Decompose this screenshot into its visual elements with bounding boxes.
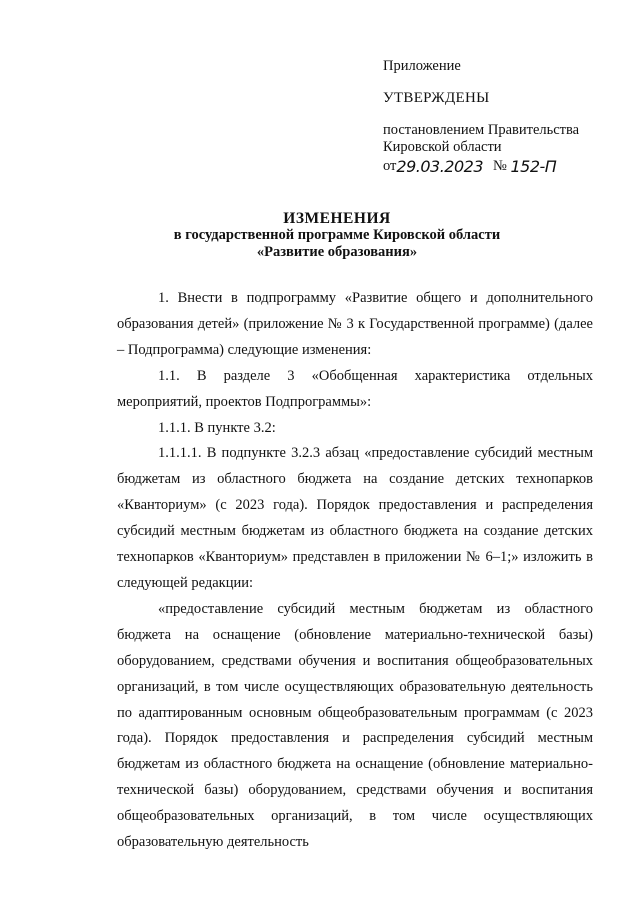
region-line: Кировской области xyxy=(383,139,502,155)
date-prefix: от xyxy=(383,158,397,174)
paragraph-quoted-text: «предоставление субсидий местным бюджетам из областного бюджета на оснащение (обновление материально-технической базы) оборудованием, средствами обучения и воспитания общеобразовательных организаций, в том числе осуществляющих образовательную деятельность по адаптированным основным общеобразовательным программам (с 2023 года). Порядок предоставления и распределения субсидий местным бюджетам из областного бюджета на оснащение (обновление материально-технической базы) оборудованием, средствами обучения и воспитания общеобразовательных организаций, в том числе осуществляющих образовательную деятельность xyxy=(117,600,593,851)
handwritten-date: 29.03.2023 xyxy=(396,157,484,176)
decree-line: постановлением Правительства xyxy=(383,122,580,138)
approved-label: УТВЕРЖДЕНЫ xyxy=(383,90,490,106)
paragraph-1: 1. Внести в подпрограмму «Развитие общего и дополнительного образования детей» (приложение № 3 к Государственной программе) (далее – Подпрограмма) следующие изменения: xyxy=(117,290,593,358)
paragraph-1-1: 1.1. В разделе 3 «Обобщенная характеристика отдельных мероприятий, проектов Подпрограммы»: xyxy=(117,367,593,410)
document-body xyxy=(117,286,593,856)
appendix-label: Приложение xyxy=(383,58,461,74)
title-program-name: «Развитие образования» xyxy=(256,244,418,260)
paragraph-1-1-1: 1.1.1. В пункте 3.2: xyxy=(158,419,276,436)
paragraph-1-1-1-1: 1.1.1.1. В подпункте 3.2.3 абзац «предоставление субсидий местным бюджетам из областного бюджета на создание детских технопарков «Кванториум» (с 2023 года). Порядок предоставления и распределения субсидий местным бюджетам из областного бюджета на создание детских технопарков «Кванториум» представлен в приложении № 6–1;» изложить в следующей редакции: xyxy=(117,445,593,591)
title-heading: ИЗМЕНЕНИЯ xyxy=(283,210,391,227)
approval-block xyxy=(383,58,623,175)
handwritten-number: 152-П xyxy=(510,157,557,176)
number-prefix: № xyxy=(493,158,507,174)
document-title xyxy=(0,210,640,261)
title-subtitle: в государственной программе Кировской области xyxy=(173,227,501,243)
date-number-line xyxy=(383,156,623,175)
